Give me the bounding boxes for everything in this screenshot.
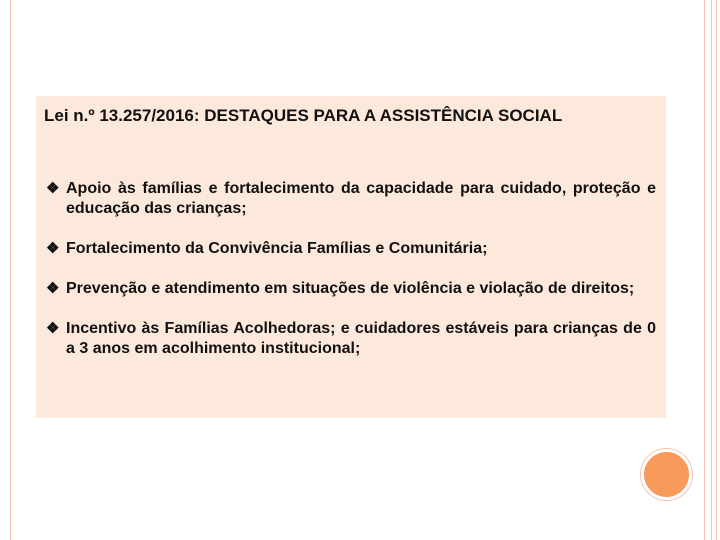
- bullet-list: [44, 179, 656, 379]
- diamond-bullet-icon: ❖: [46, 320, 60, 337]
- list-item: [44, 279, 656, 299]
- bullet-text: Apoio às famílias e fortalecimento da capacidade para cuidado, proteção e educação das crianças;: [66, 180, 656, 217]
- diamond-bullet-icon: ❖: [46, 240, 60, 257]
- bullet-text: Fortalecimento da Convivência Famílias e Comunitária;: [66, 240, 488, 257]
- diamond-bullet-icon: ❖: [46, 280, 60, 297]
- list-item: [44, 239, 656, 259]
- bullet-text: Prevenção e atendimento em situações de violência e violação de direitos;: [66, 280, 635, 297]
- diamond-bullet-icon: ❖: [46, 180, 60, 197]
- slide-title: Lei n.º 13.257/2016: DESTAQUES PARA A ASSISTÊNCIA SOCIAL: [44, 106, 563, 125]
- list-item: [44, 179, 656, 219]
- slide-border-line: [711, 0, 712, 540]
- orange-circle-decoration: [641, 449, 692, 500]
- list-item: [44, 319, 656, 359]
- slide-border-line: [716, 0, 717, 540]
- content-box: [36, 96, 666, 418]
- bullet-text: Incentivo às Famílias Acolhedoras; e cuidadores estáveis para crianças de 0 a 3 anos em acolhimento institucional;: [66, 320, 656, 357]
